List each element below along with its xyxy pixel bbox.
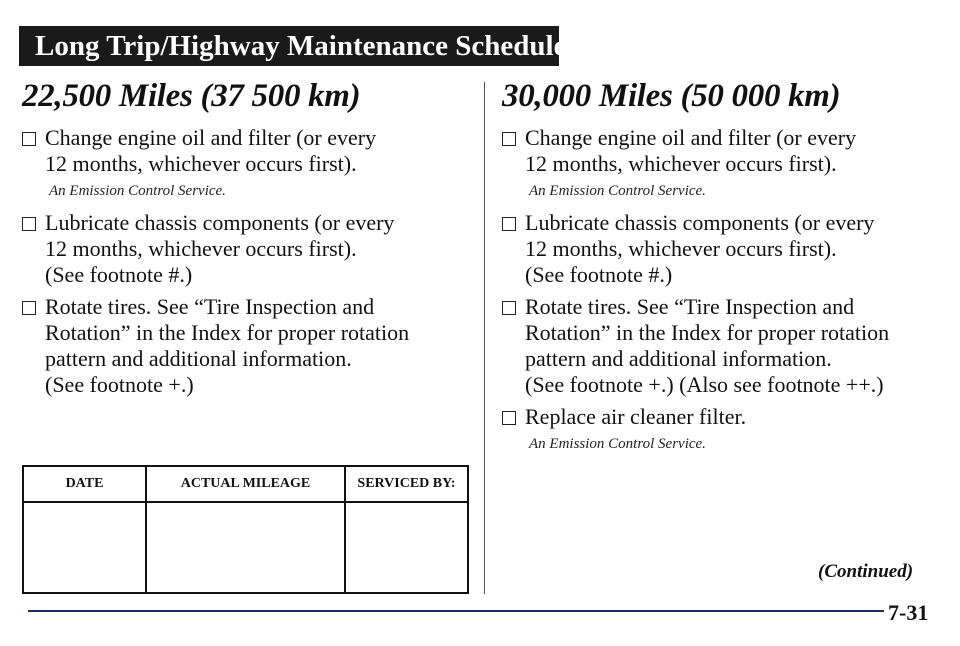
section-heading-22500: 22,500 Miles (37 500 km): [22, 78, 361, 114]
mileage-cell[interactable]: [146, 502, 345, 593]
checklist-item: [22, 294, 472, 398]
item-text: Change engine oil and filter (or every 12 months, whichever occurs first).: [45, 125, 377, 176]
checklist-item: [22, 210, 472, 288]
page-title-bar: [19, 26, 567, 66]
checkbox-icon[interactable]: [22, 132, 36, 146]
column-header-date: DATE: [23, 466, 146, 502]
emission-note: An Emission Control Service.: [529, 183, 706, 199]
checkbox-icon[interactable]: [502, 132, 516, 146]
item-text: Lubricate chassis components (or every 12 months, whichever occurs first). (See footnote #.): [525, 210, 875, 287]
page-number: 7-31: [884, 600, 928, 626]
checklist-item: [502, 210, 942, 288]
checkbox-icon[interactable]: [502, 301, 516, 315]
page-title: Long Trip/Highway Maintenance Schedule: [35, 29, 567, 62]
checkbox-icon[interactable]: [502, 411, 516, 425]
column-header-serviced-by: SERVICED BY:: [345, 466, 468, 502]
checklist-item: [502, 125, 942, 177]
item-text: Rotate tires. See “Tire Inspection and Rotation” in the Index for proper rotation pattern and additional information. (See footnote +.): [45, 294, 410, 397]
continued-label: (Continued): [818, 561, 914, 582]
checkbox-icon[interactable]: [502, 217, 516, 231]
checkbox-icon[interactable]: [22, 217, 36, 231]
item-text: Change engine oil and filter (or every 12 months, whichever occurs first).: [525, 125, 857, 176]
checklist-item: [502, 404, 942, 430]
emission-note: An Emission Control Service.: [529, 436, 706, 452]
right-column: [502, 78, 942, 463]
item-text: Lubricate chassis components (or every 12 months, whichever occurs first). (See footnote #.): [45, 210, 395, 287]
column-divider: [484, 82, 485, 594]
table-row: [23, 502, 468, 593]
column-header-actual-mileage: ACTUAL MILEAGE: [146, 466, 345, 502]
left-column: [22, 78, 472, 404]
checkbox-icon[interactable]: [22, 301, 36, 315]
emission-note: An Emission Control Service.: [49, 183, 226, 199]
item-text: Replace air cleaner filter.: [525, 404, 747, 429]
item-text: Rotate tires. See “Tire Inspection and Rotation” in the Index for proper rotation pattern and additional information. (See footnote +.) (Also see footnote ++.): [525, 294, 890, 397]
checklist-item: [502, 294, 942, 398]
table-header-row: [23, 466, 468, 502]
footer-rule: [28, 610, 926, 612]
date-cell[interactable]: [23, 502, 146, 593]
checklist-item: [22, 125, 472, 177]
serviced-by-cell[interactable]: [345, 502, 468, 593]
section-heading-30000: 30,000 Miles (50 000 km): [502, 78, 841, 114]
service-record-table: [22, 465, 469, 594]
